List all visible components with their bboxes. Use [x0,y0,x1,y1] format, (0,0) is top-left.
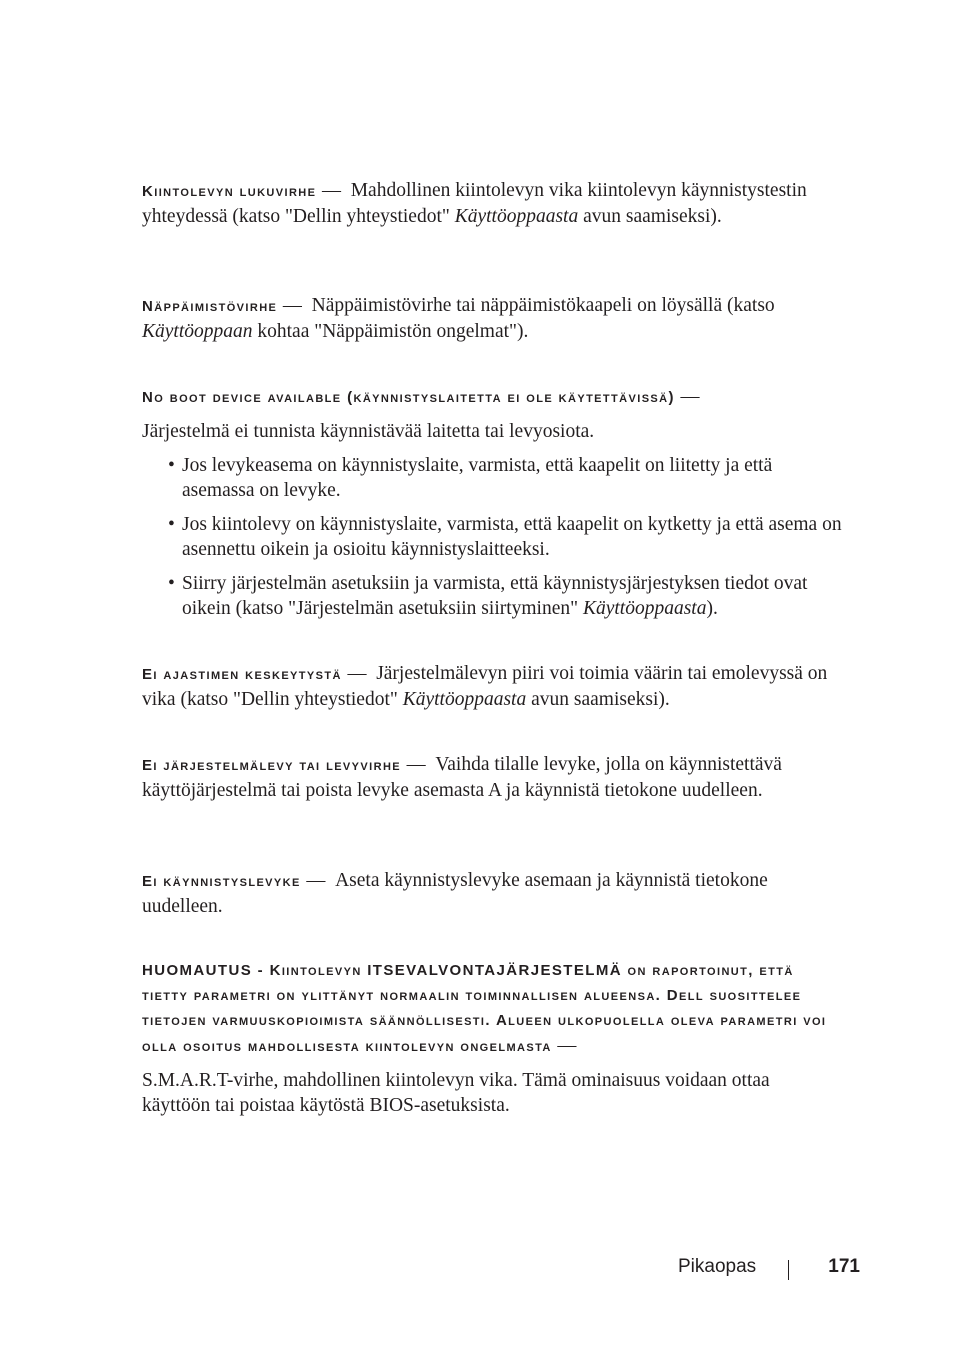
entry-heading: Ei käynnistyslevyke — [142,870,326,891]
entry-text: Järjestelmälevyn piiri voi toimia väärin tai emolevyssä on vika (katso "Dellin yhteystiedot" Käyttöoppaasta avun saamiseksi). [142,663,828,710]
list-item: • Jos kiintolevy on käynnistyslaite, varmista, että kaapelit on kytketty ja että asema on asennettu oikein ja osioitu käynnistyslaitteeksi. [168,514,842,560]
entry-no-timer-tick [142,661,842,712]
bullet-icon: • [168,455,175,476]
entry-non-system-disk [142,752,842,803]
entry-text: Aseta käynnistyslevyke asemaan ja käynnistä tietokone uudelleen. [142,870,768,917]
bullet-list [142,453,842,621]
entry-heading: Näppäimistövirhe — [142,295,302,316]
footer-section-title: Pikaopas [678,1256,757,1277]
entry-heading: Kiintolevyn lukuvirhe — [142,180,341,201]
entry-no-boot-device [142,384,842,630]
bullet-icon: • [168,514,175,535]
entry-smart-notice [142,958,842,1118]
list-item: • Siirry järjestelmän asetuksiin ja varmista, että käynnistysjärjestyksen tiedot ovat oikein (katso "Järjestelmän asetuksiin siirtyminen" Käyttöoppaasta). [168,573,808,619]
entry-text: Vaihda tilalle levyke, jolla on käynnistettävä käyttöjärjestelmä tai poista levyke asemasta A ja käynnistä tietokone uudelleen. [142,754,782,801]
entry-heading: Ei ajastimen keskeytystä — [142,663,367,684]
entry-heading: Ei järjestelmälevy tai levyvirhe — [142,754,426,775]
entry-text: Näppäimistövirhe tai näppäimistökaapeli on löysällä (katso Käyttöoppaan kohtaa "Näppäimistön ongelmat"). [142,295,775,342]
page-footer [600,1256,860,1284]
entry-heading: HUOMAUTUS - Kiintolevyn ITSEVALVONTAJÄRJESTELMÄ on raportoinut, että tietty parametri on ylittänyt normaalin toiminnallisen alueensa. Dell suosittelee tietojen varmuuskopioimista säännöllisesti. Alueen ulkopuolella oleva parametri voi olla osoitus mahdollisesta kiintolevyn ongelmasta — [142,962,827,1056]
bullet-icon: • [168,573,175,594]
entry-hard-drive-read-error [142,178,842,229]
entry-paragraph: S.M.A.R.T-virhe, mahdollinen kiintolevyn vika. Tämä ominaisuus voidaan ottaa käyttöön tai poistaa käytöstä BIOS-asetuksista. [142,1070,770,1116]
entry-keyboard-failure [142,293,842,344]
list-item: • Jos levykeasema on käynnistyslaite, varmista, että kaapelit on liitetty ja että asemassa on levyke. [168,455,773,501]
entry-text: Mahdollinen kiintolevyn vika kiintolevyn käynnistystestin yhteydessä (katso "Dellin yhteystiedot" Käyttöoppaasta avun saamiseksi). [142,180,807,227]
entry-heading: No boot device available (käynnistyslaitetta ei ole käytettävissä) — [142,386,700,407]
entry-paragraph: Järjestelmä ei tunnista käynnistävää laitetta tai levyosiota. [142,421,595,442]
page-number: 171 [828,1256,860,1277]
entry-not-a-boot-diskette [142,868,842,919]
footer-divider [788,1260,789,1280]
